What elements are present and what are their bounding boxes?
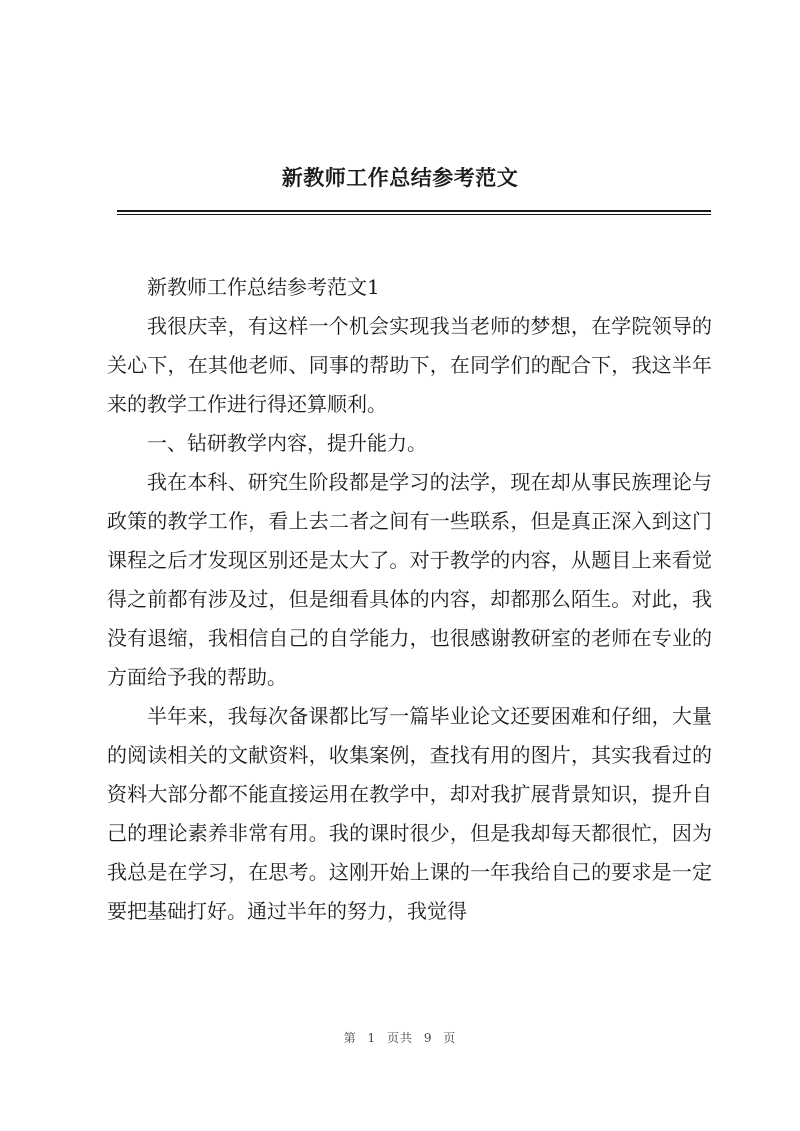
- footer-middle: 页共: [386, 1031, 413, 1045]
- document-body: [107, 268, 712, 931]
- footer-total-pages: 9: [423, 1031, 433, 1045]
- title-rule-thin: [117, 214, 711, 215]
- footer-page-number: 1: [367, 1031, 377, 1045]
- body-paragraph: 我在本科、研究生阶段都是学习的法学，现在却从事民族理论与政策的教学工作，看上去二者之间有一些联系，但是真正深入到这门课程之后才发现区别还是太大了。对于教学的内容，从题目上来看觉得之前都有涉及过，但是细看具体的内容，却都那么陌生。对此，我没有退缩，我相信自己的自学能力，也很感谢教研室的老师在专业的方面给予我的帮助。: [107, 470, 712, 689]
- footer-suffix: 页: [443, 1031, 457, 1045]
- document-title: 新教师工作总结参考范文: [281, 165, 519, 190]
- footer-prefix: 第: [343, 1031, 357, 1045]
- title-rule-thick: [117, 210, 711, 212]
- page-footer: [0, 1029, 800, 1046]
- section-heading: 新教师工作总结参考范文1: [147, 275, 380, 299]
- subsection-heading: 一、钻研教学内容，提升能力。: [147, 431, 427, 455]
- body-paragraph: 我很庆幸，有这样一个机会实现我当老师的梦想，在学院领导的关心下，在其他老师、同事的帮助下，在同学们的配合下，我这半年来的教学工作进行得还算顺利。: [107, 314, 712, 416]
- body-paragraph: 半年来，我每次备课都比写一篇毕业论文还要困难和仔细，大量的阅读相关的文献资料，收集案例，查找有用的图片，其实我看过的资料大部分都不能直接运用在教学中，却对我扩展背景知识，提升自己的理论素养非常有用。我的课时很少，但是我却每天都很忙，因为我总是在学习，在思考。这刚开始上课的一年我给自己的要求是一定要把基础打好。通过半年的努力，我觉得: [107, 704, 712, 923]
